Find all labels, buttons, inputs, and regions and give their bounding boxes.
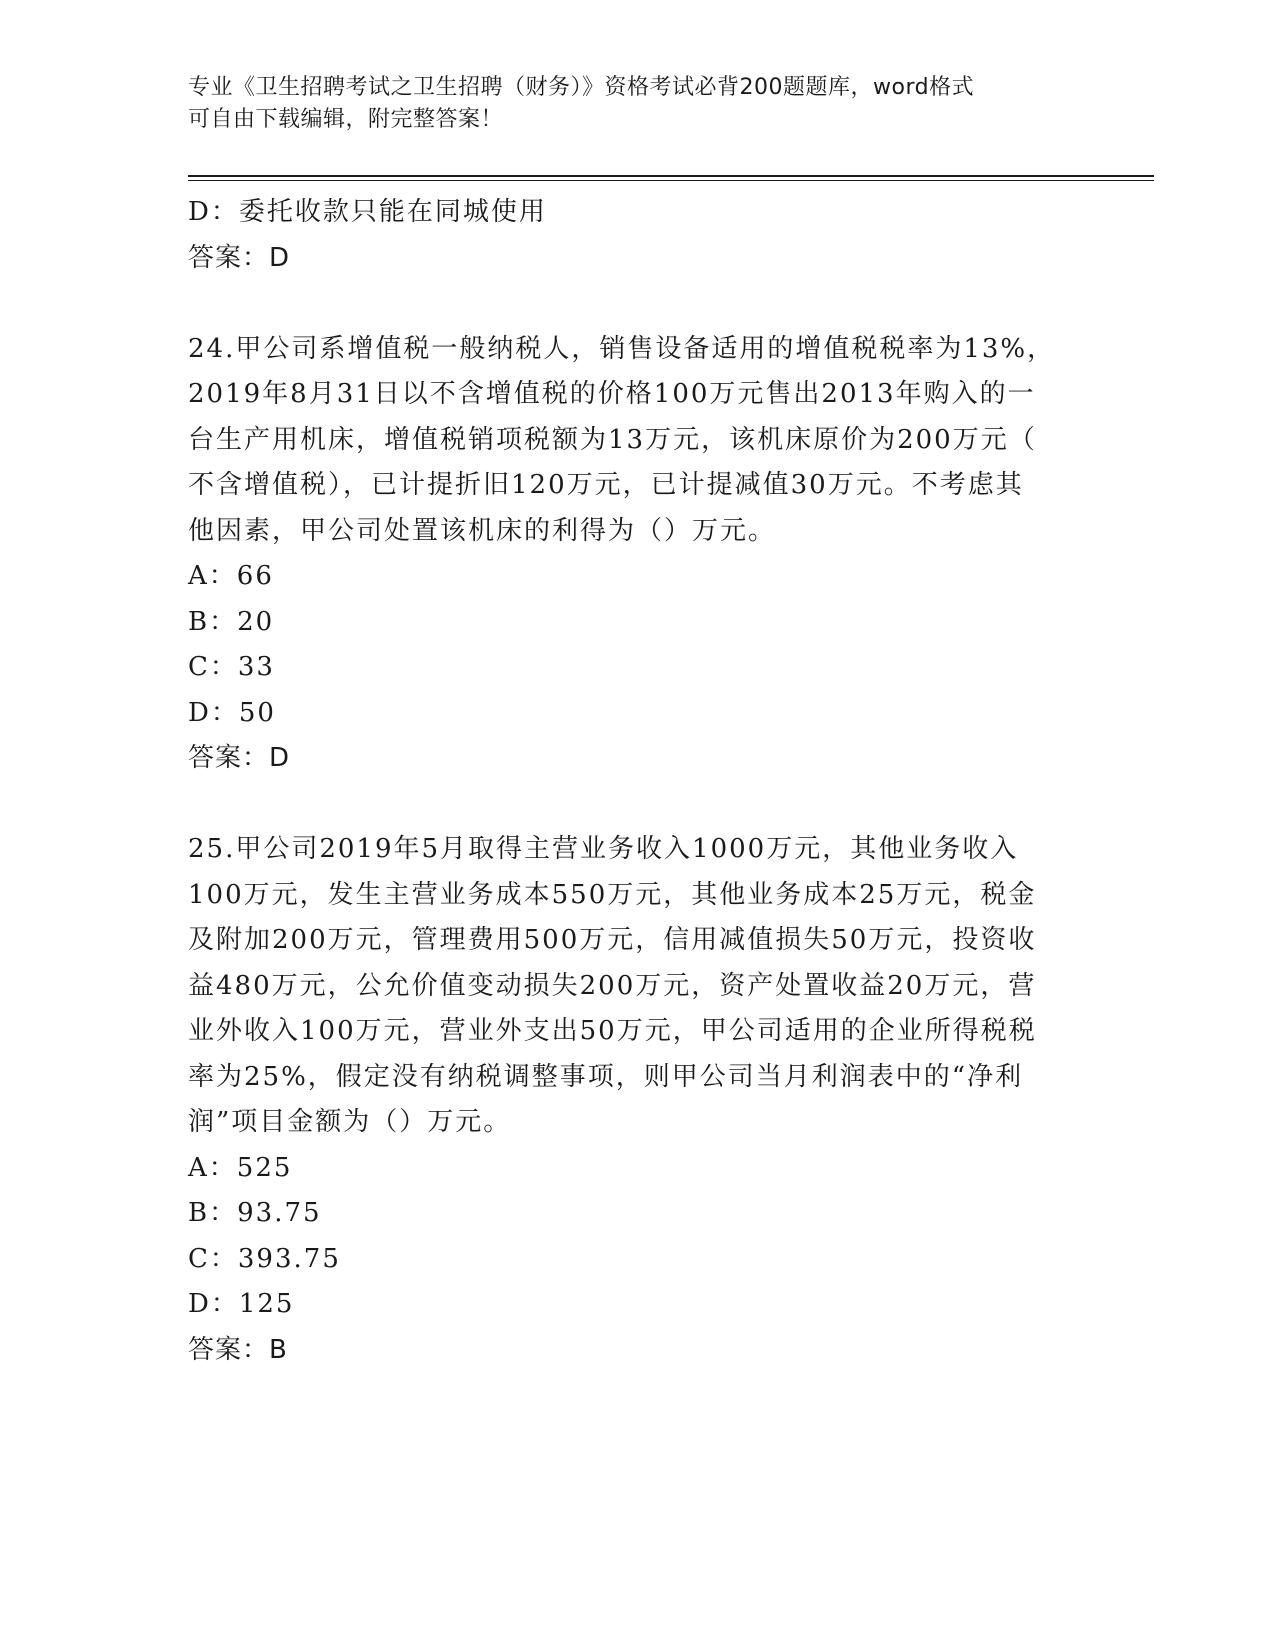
header-rule-thick <box>188 175 1154 177</box>
q24-option-a: A：66 <box>188 561 274 591</box>
q25-text-line: 益480万元，公允价值变动损失200万元，资产处置收益20万元，营 <box>188 970 1037 1001</box>
q25-option-d: D：125 <box>188 1289 295 1319</box>
q25-option-b: B：93.75 <box>188 1198 322 1228</box>
question-content <box>188 190 1088 1373</box>
q24-text-line: 2019年8月31日以不含增值税的价格100万元售出2013年购入的一 <box>188 379 1036 409</box>
q24-text-line: 台生产用机床，增值税销项税额为13万元，该机床原价为200万元（ <box>188 424 1037 455</box>
question-24 <box>188 327 1088 782</box>
q25-option-a: A：525 <box>188 1152 293 1183</box>
q25-text-line: 100万元，发生主营业务成本550万元，其他业务成本25万元，税金 <box>188 879 1037 910</box>
q24-text-line: 他因素，甲公司处置该机床的利得为（）万元。 <box>188 515 777 546</box>
q24-option-b: B：20 <box>188 606 275 637</box>
prev-option-d: D：委托收款只能在同城使用 <box>188 197 547 227</box>
q24-option-d: D：50 <box>188 697 276 728</box>
q24-text-line: 不含增值税），已计提折旧120万元，已计提减值30万元。不考虑其 <box>188 470 1024 500</box>
page-header <box>188 72 1068 136</box>
q25-answer: 答案：B <box>188 1334 288 1365</box>
spacer <box>188 782 1088 828</box>
header-line-1: 专业《卫生招聘考试之卫生招聘（财务）》资格考试必背200题题库，word格式 <box>188 75 975 100</box>
header-rule-thin <box>188 180 1154 181</box>
q25-text-line: 及附加200万元，管理费用500万元，信用减值损失50万元，投资收 <box>188 925 1037 955</box>
q25-text-line: 润”项目金额为（）万元。 <box>188 1107 512 1137</box>
question-25 <box>188 827 1088 1373</box>
q25-text-line: 率为25%，假定没有纳税调整事项，则甲公司当月利润表中的“净利 <box>188 1061 1024 1092</box>
q24-text-line: 24.甲公司系增值税一般纳税人，销售设备适用的增值税税率为13%， <box>188 333 1056 364</box>
q25-option-c: C：393.75 <box>188 1243 341 1274</box>
header-line-2: 可自由下载编辑，附完整答案！ <box>188 107 504 132</box>
q24-answer: 答案：D <box>188 743 291 773</box>
q25-text-line: 业外收入100万元，营业外支出50万元，甲公司适用的企业所得税税 <box>188 1016 1037 1046</box>
spacer <box>188 281 1088 327</box>
prev-answer: 答案：D <box>188 242 291 273</box>
q25-text-line: 25.甲公司2019年5月取得主营业务收入1000万元，其他业务收入 <box>188 834 1019 864</box>
q24-option-c: C：33 <box>188 652 275 682</box>
